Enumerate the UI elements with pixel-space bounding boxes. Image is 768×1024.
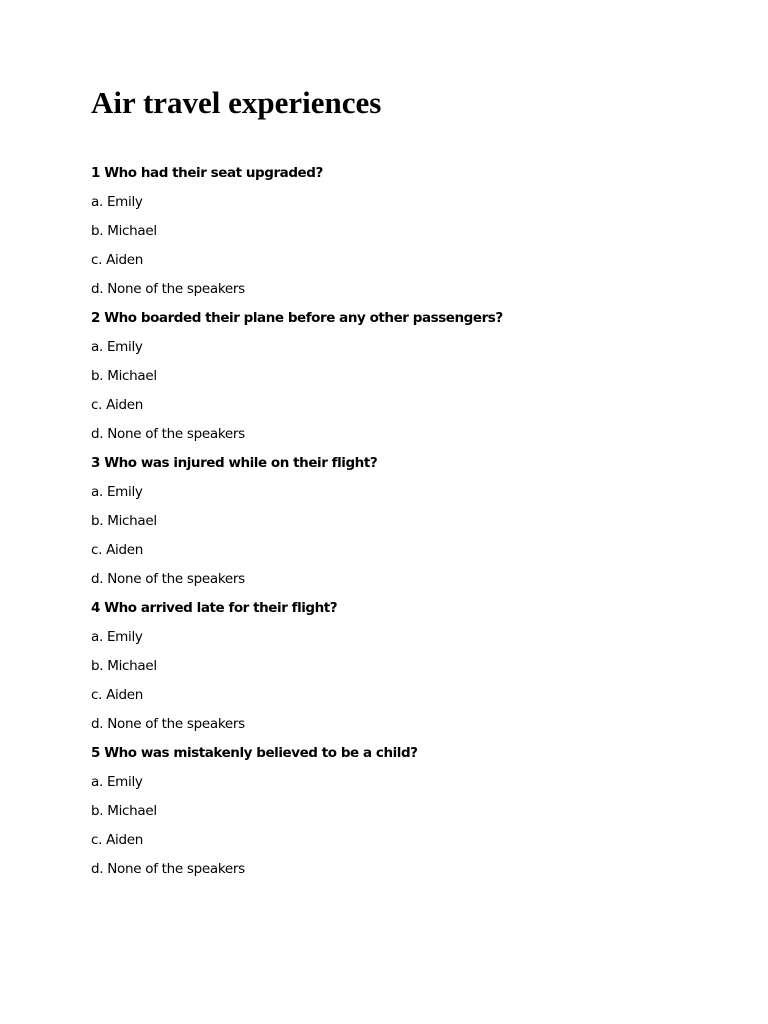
option-a: a. Emily [91,774,143,790]
option-a: a. Emily [91,484,143,500]
option-b: b. Michael [91,658,157,674]
question-5 [91,739,503,884]
option-list [91,188,503,304]
option-list [91,333,503,449]
option-a: a. Emily [91,339,143,355]
option-d: d. None of the speakers [91,571,245,587]
question-2 [91,304,503,449]
question-3 [91,449,503,594]
option-c: c. Aiden [91,542,144,558]
option-b: b. Michael [91,513,157,529]
page-title: Air travel experiences [91,85,382,120]
option-a: a. Emily [91,194,143,210]
question-text: 2 Who boarded their plane before any other passengers? [91,310,503,326]
option-c: c. Aiden [91,832,144,848]
option-list [91,623,503,739]
option-b: b. Michael [91,223,157,239]
option-list [91,768,503,884]
option-c: c. Aiden [91,687,144,703]
option-d: d. None of the speakers [91,861,245,877]
question-text: 1 Who had their seat upgraded? [91,165,323,181]
question-1 [91,159,503,304]
question-list [91,159,503,884]
question-text: 5 Who was mistakenly believed to be a child? [91,745,418,761]
option-b: b. Michael [91,368,157,384]
option-b: b. Michael [91,803,157,819]
option-a: a. Emily [91,629,143,645]
question-text: 4 Who arrived late for their flight? [91,600,338,616]
option-list [91,478,503,594]
option-d: d. None of the speakers [91,716,245,732]
question-4 [91,594,503,739]
question-text: 3 Who was injured while on their flight? [91,455,378,471]
option-d: d. None of the speakers [91,281,245,297]
option-c: c. Aiden [91,397,144,413]
option-c: c. Aiden [91,252,144,268]
option-d: d. None of the speakers [91,426,245,442]
